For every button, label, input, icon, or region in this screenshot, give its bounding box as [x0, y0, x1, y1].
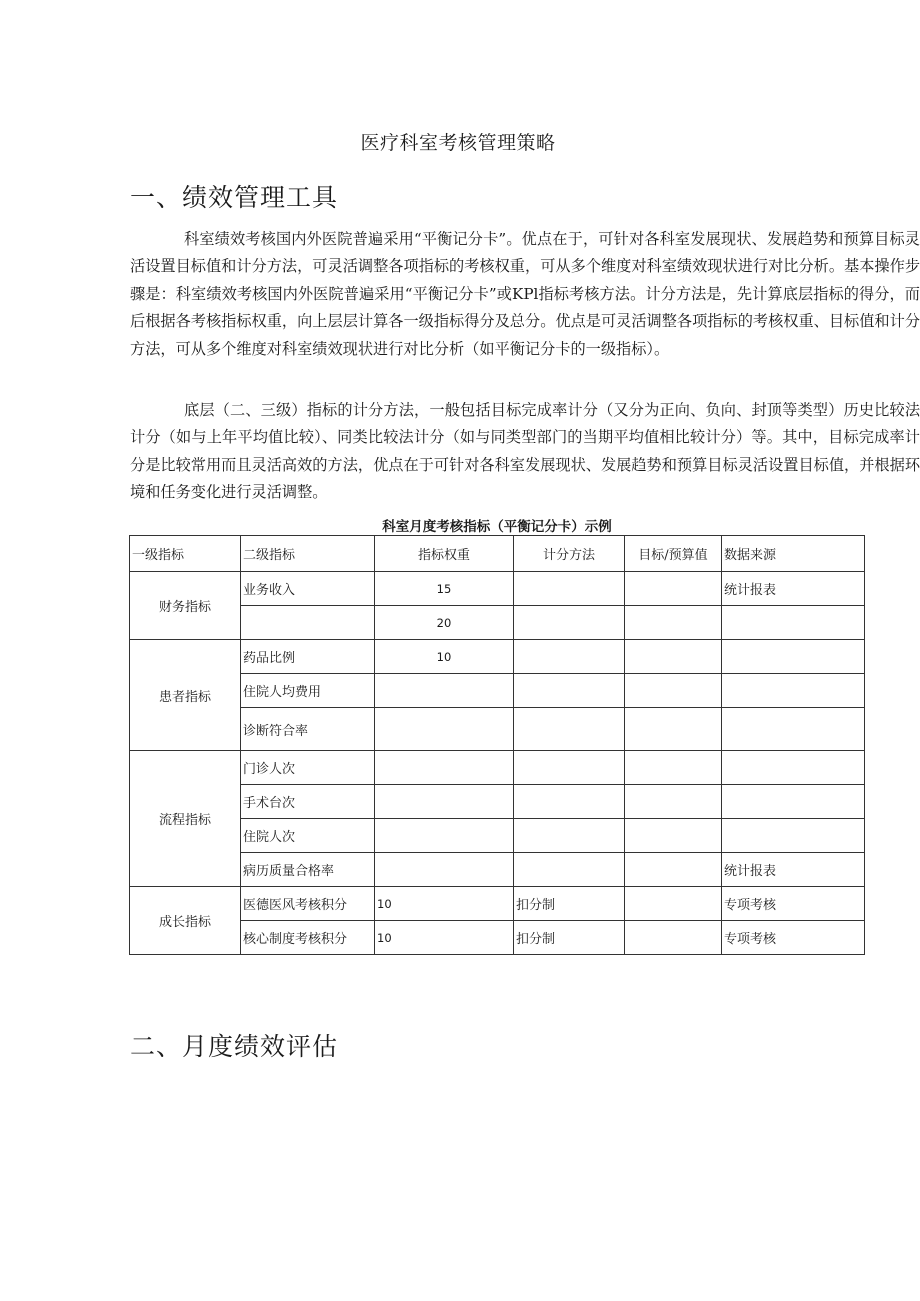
indicator-method — [514, 572, 625, 606]
header-cell: 目标/预算值 — [625, 536, 722, 572]
indicator-name: 病历质量合格率 — [241, 853, 375, 887]
indicator-method — [514, 751, 625, 785]
header-cell: 一级指标 — [130, 536, 241, 572]
header-cell: 二级指标 — [241, 536, 375, 572]
group-cell-patient: 患者指标 — [130, 640, 241, 751]
indicator-weight — [375, 853, 514, 887]
indicator-source: 专项考核 — [722, 921, 865, 955]
indicator-weight: 20 — [375, 606, 514, 640]
indicator-source — [722, 785, 865, 819]
indicator-method: 扣分制 — [514, 921, 625, 955]
indicator-weight — [375, 674, 514, 708]
indicator-target — [625, 708, 722, 751]
group-cell-process: 流程指标 — [130, 751, 241, 887]
indicator-name: 住院人次 — [241, 819, 375, 853]
table-row — [130, 785, 865, 819]
indicator-target — [625, 887, 722, 921]
group-cell-finance: 财务指标 — [130, 572, 241, 640]
indicator-source — [722, 819, 865, 853]
indicator-name: 住院人均费用 — [241, 674, 375, 708]
indicator-source: 统计报表 — [722, 572, 865, 606]
indicator-weight: 10 — [375, 640, 514, 674]
paragraph-2: 底层（二、三级）指标的计分方法，一般包括目标完成率计分（又分为正向、负向、封顶等类型）历史比较法计分（如与上年平均值比较）、同类比较法计分（如与同类型部门的当期平均值相比较计分）等。其中，目标完成率计分是比较常用而且灵活高效的方法，优点在于可针对各科室发展现状、发展趋势和预算目标灵活设置目标值，并根据环境和任务变化进行灵活调整。 — [130, 401, 920, 502]
table-row — [130, 674, 865, 708]
indicator-weight: 15 — [375, 572, 514, 606]
table-header-row — [130, 536, 865, 572]
indicator-name: 药品比例 — [241, 640, 375, 674]
table-caption: 科室月度考核指标（平衡记分卡）示例 — [382, 519, 612, 535]
indicator-target — [625, 751, 722, 785]
table-row — [130, 853, 865, 887]
indicator-method — [514, 819, 625, 853]
section-heading-2: 二、月度绩效评估 — [130, 1032, 339, 1061]
indicator-target — [625, 606, 722, 640]
indicator-method — [514, 785, 625, 819]
table-row — [130, 606, 865, 640]
indicator-method — [514, 606, 625, 640]
indicator-weight: 10 — [375, 887, 514, 921]
paragraph-1: 科室绩效考核国内外医院普遍采用“平衡记分卡”。优点在于，可针对各科室发展现状、发展趋势和预算目标灵活设置目标值和计分方法，可灵活调整各项指标的考核权重，可从多个维度对科室绩效现状进行对比分析。基本操作步骤是：科室绩效考核国内外医院普遍采用“平衡记分卡”或KPl指标考核方法。计分方法是，先计算底层指标的得分，而后根据各考核指标权重，向上层层计算各一级指标得分及总分。优点是可灵活调整各项指标的考核权重、目标值和计分方法，可从多个维度对科室绩效现状进行对比分析（如平衡记分卡的一级指标）。 — [130, 230, 920, 358]
indicator-method — [514, 640, 625, 674]
indicator-weight — [375, 751, 514, 785]
indicator-method — [514, 674, 625, 708]
indicator-source — [722, 674, 865, 708]
indicator-name: 核心制度考核积分 — [241, 921, 375, 955]
indicator-name: 门诊人次 — [241, 751, 375, 785]
indicator-target — [625, 853, 722, 887]
indicator-weight — [375, 708, 514, 751]
indicator-weight: 10 — [375, 921, 514, 955]
indicator-source: 统计报表 — [722, 853, 865, 887]
header-cell: 指标权重 — [375, 536, 514, 572]
indicator-name: 医德医风考核积分 — [241, 887, 375, 921]
table-row — [130, 640, 865, 674]
document-title: 医疗科室考核管理策略 — [360, 132, 556, 154]
header-cell: 计分方法 — [514, 536, 625, 572]
indicator-source — [722, 640, 865, 674]
kpi-table — [129, 535, 865, 955]
indicator-target — [625, 572, 722, 606]
indicator-source — [722, 606, 865, 640]
indicator-source — [722, 751, 865, 785]
section-heading-1: 一、绩效管理工具 — [130, 183, 339, 212]
indicator-weight — [375, 785, 514, 819]
indicator-weight — [375, 819, 514, 853]
indicator-method: 扣分制 — [514, 887, 625, 921]
indicator-target — [625, 921, 722, 955]
indicator-method — [514, 708, 625, 751]
table-row — [130, 819, 865, 853]
table-row — [130, 921, 865, 955]
indicator-method — [514, 853, 625, 887]
indicator-source — [722, 708, 865, 751]
group-cell-growth: 成长指标 — [130, 887, 241, 955]
table-row — [130, 708, 865, 751]
table-row — [130, 572, 865, 606]
indicator-target — [625, 785, 722, 819]
table-row — [130, 887, 865, 921]
indicator-name: 业务收入 — [241, 572, 375, 606]
header-cell: 数据来源 — [722, 536, 865, 572]
indicator-name: 手术台次 — [241, 785, 375, 819]
indicator-target — [625, 640, 722, 674]
indicator-target — [625, 674, 722, 708]
table-row — [130, 751, 865, 785]
indicator-source: 专项考核 — [722, 887, 865, 921]
indicator-name — [241, 606, 375, 640]
indicator-target — [625, 819, 722, 853]
indicator-name: 诊断符合率 — [241, 708, 375, 751]
